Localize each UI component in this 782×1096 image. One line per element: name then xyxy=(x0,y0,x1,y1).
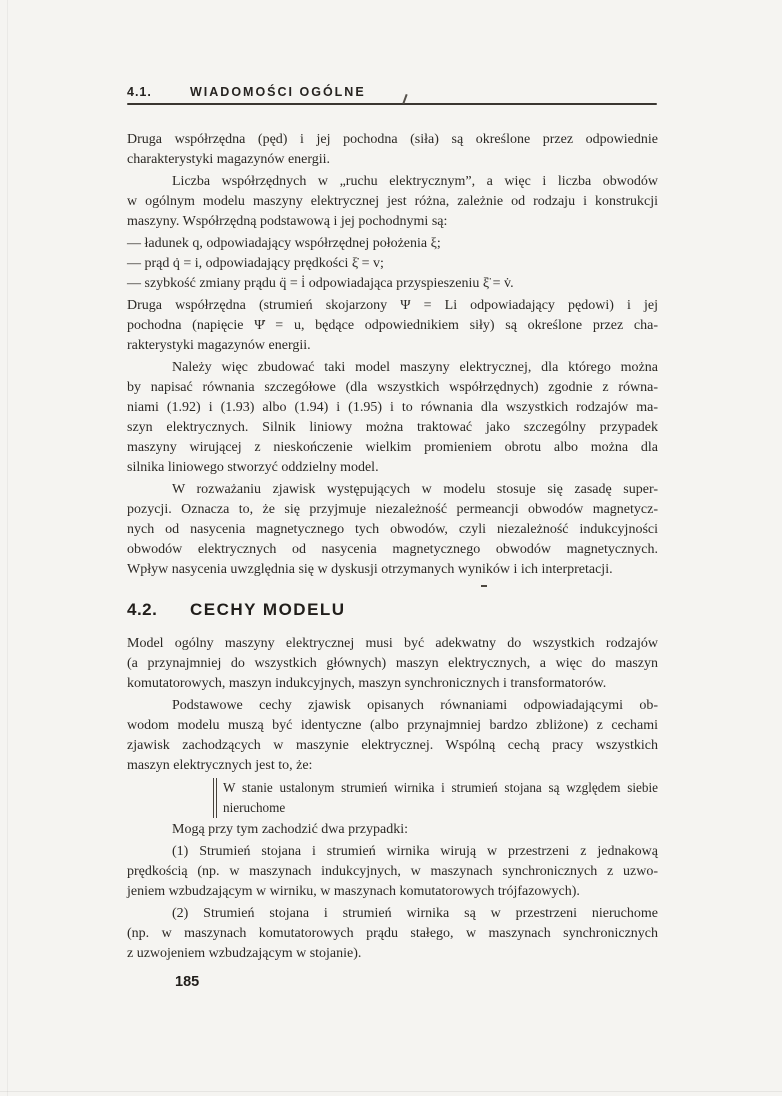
text-line: Model ogólny maszyny elektrycznej musi być adekwatny do wszystkich rodzajów xyxy=(127,636,658,651)
text-line: (2) Strumień stojana i strumień wirnika są w przestrzeni nieruchome xyxy=(172,906,658,921)
text-line: nieruchome xyxy=(223,800,286,815)
text-line: prędkością (np. w maszynach indukcyjnych, w maszynach synchronicznych z uzwo- xyxy=(127,864,658,879)
paragraph xyxy=(127,172,658,232)
section-heading xyxy=(127,600,658,620)
running-header-title: WIADOMOŚCI OGÓLNE xyxy=(190,85,366,99)
quote-inner xyxy=(216,778,658,818)
text-line: komutatorowych, maszyn indukcyjnych, maszyn synchronicznych i transformatorów. xyxy=(127,676,607,691)
text-line: w ogólnym modelu maszyny elektrycznej jest różna, zależnie od rodzaju i konstrukcji xyxy=(127,194,658,209)
paragraph xyxy=(127,480,658,580)
text-line: charakterystyki magazynów energii. xyxy=(127,152,331,167)
text-line: Podstawowe cechy zjawisk opisanych równaniami odpowiadającymi ob- xyxy=(172,698,658,713)
text-line: maszyn elektrycznych jest to, że: xyxy=(127,758,313,773)
paragraph xyxy=(127,634,658,694)
text-line: nych od nasycenia magnetycznego tych obwodów, czyli niezależność indukcyjności xyxy=(127,522,658,537)
text-line: szyn elektrycznych. Silnik liniowy można traktować jako szczególny przypadek xyxy=(127,420,658,435)
paragraph xyxy=(127,842,658,902)
text-line: z uzwojeniem wzbudzającym w stojanie). xyxy=(127,946,362,961)
header-rule xyxy=(127,103,657,105)
page-bottom-edge-shadow xyxy=(0,1091,782,1092)
running-header-section-number: 4.1. xyxy=(127,85,152,99)
emphasized-quote-block xyxy=(213,778,658,818)
page-left-edge-shadow xyxy=(7,0,8,1096)
text-line: zjawisk zachodzących w maszynie elektrycznej. Wspólną cechą pracy wszystkich xyxy=(127,738,658,753)
section-heading-number: 4.2. xyxy=(127,600,158,619)
page-body xyxy=(127,130,658,992)
text-line: Należy więc zbudować taki model maszyny elektrycznej, dla którego można xyxy=(172,360,658,375)
text-line: silnika liniowego stworzyć oddzielny model. xyxy=(127,460,379,475)
list-item: — szybkość zmiany prądu q̈ = i̇ odpowiadająca przyspieszeniu ξ̈ = v̇. xyxy=(127,276,514,291)
text-line: W stanie ustalonym strumień wirnika i strumień stojana są względem siebie xyxy=(223,780,658,795)
text-line: niami (1.92) i (1.93) albo (1.94) i (1.95) i to równania dla wszystkich rodzajów ma- xyxy=(127,400,658,415)
paragraph xyxy=(127,358,658,478)
text-line: Druga współrzędna (pęd) i jej pochodna (siła) są określone przez odpowiednie xyxy=(127,132,658,147)
text-line: pozycji. Oznacza to, że się przyjmuje niezależność permeancji obwodów magnetycz- xyxy=(127,502,658,517)
paragraph xyxy=(127,696,658,776)
text-line: by napisać równania szczegółowe (dla wszystkich współrzędnych) zgodnie z równa- xyxy=(127,380,658,395)
text-line: pochodna (napięcie Ψ̇ = u, będące odpowiednikiem siły) są określone przez cha- xyxy=(127,318,658,333)
section-heading-title: CECHY MODELU xyxy=(190,600,346,619)
paragraph xyxy=(127,296,658,356)
paragraph xyxy=(127,820,658,840)
text-line: (1) Strumień stojana i strumień wirnika wirują w przestrzeni z jednakową xyxy=(172,844,658,859)
paragraph xyxy=(127,130,658,170)
text-line: Liczba współrzędnych w „ruchu elektrycznym”, a więc i liczba obwodów xyxy=(172,174,658,189)
text-line: wodom modelu muszą być identyczne (albo przynajmniej bardzo zbliżone) z cechami xyxy=(127,718,658,733)
text-line: maszyny. Współrzędną podstawową i jej pochodnymi są: xyxy=(127,214,448,229)
text-line: rakterystyki magazynów energii. xyxy=(127,338,311,353)
text-line: maszyny wirującej z nieskończenie wielkim promieniem obrotu albo można dla xyxy=(127,440,658,455)
running-header xyxy=(127,85,658,99)
page-number: 185 xyxy=(175,974,200,990)
text-line: Wpływ nasycenia uwzględnia się w dyskusji otrzymanych wyników i ich interpretacji. xyxy=(127,562,613,577)
text-line: Mogą przy tym zachodzić dwa przypadki: xyxy=(172,822,408,837)
list-item: — prąd q̇ = i, odpowiadający prędkości ξ̇ = v; xyxy=(127,256,384,271)
text-line: obwodów elektrycznych od nasycenia magnetycznego obwodów magnetycznych. xyxy=(127,542,658,557)
list-item: — ładunek q, odpowiadający współrzędnej położenia ξ; xyxy=(127,236,441,251)
text-line: Druga współrzędna (strumień skojarzony Ψ = Li odpowiadający pędowi) i jej xyxy=(127,298,658,313)
dash-list xyxy=(127,234,658,294)
text-line: W rozważaniu zjawisk występujących w modelu stosuje się zasadę super- xyxy=(172,482,658,497)
text-line: (a przynajmniej do wszystkich głównych) maszyn elektrycznych, a więc do maszyn xyxy=(127,656,658,671)
text-line: jeniem wzbudzającym w wirniku, w maszynach komutatorowych trójfazowych). xyxy=(127,884,580,899)
text-line: (np. w maszynach komutatorowych prądu stałego, w maszynach synchronicznych xyxy=(127,926,658,941)
paragraph xyxy=(127,904,658,964)
